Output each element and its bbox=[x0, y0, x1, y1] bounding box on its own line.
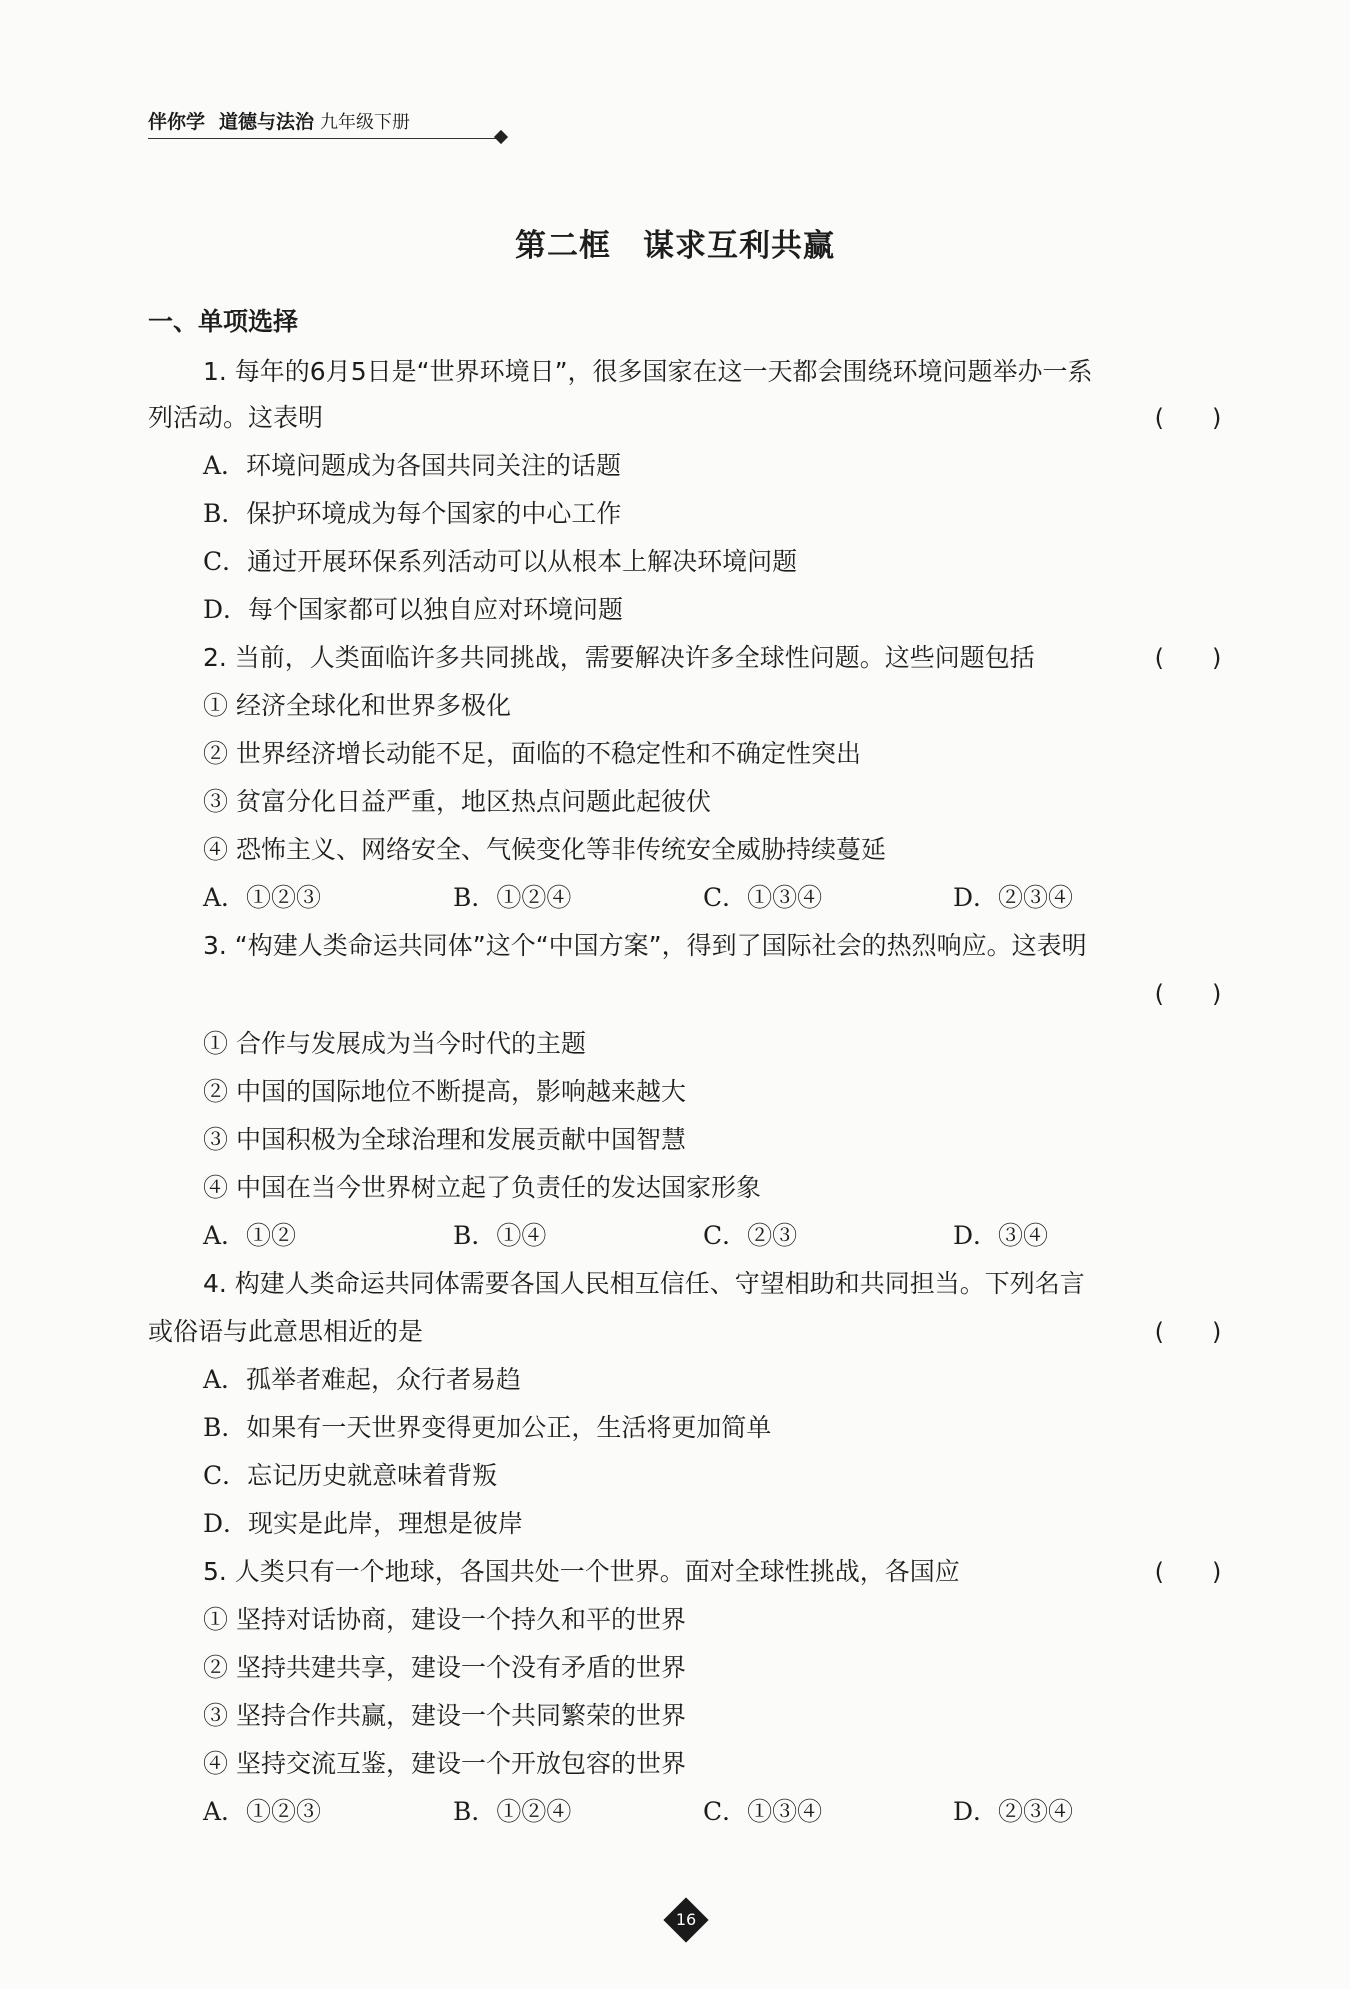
question-3-options bbox=[203, 1216, 1228, 1256]
question-4-option-c: C．忘记历史就意味着背叛 bbox=[203, 1461, 498, 1490]
question-5-item-4: ④ 坚持交流互鉴，建设一个开放包容的世界 bbox=[203, 1749, 686, 1778]
question-2-options bbox=[203, 878, 1228, 918]
grade-label: 九年级下册 bbox=[320, 112, 411, 133]
question-3-option-d: D．③④ bbox=[953, 1221, 1049, 1250]
question-3-option-b: B．①④ bbox=[453, 1221, 547, 1250]
question-4-stem-line-1: 4. 构建人类命运共同体需要各国人民相互信任、守望相助和共同担当。下列名言 bbox=[203, 1269, 1085, 1298]
question-2-option-d: D．②③④ bbox=[953, 883, 1074, 912]
question-3-bracket-line bbox=[148, 974, 1228, 1014]
question-1-option-b: B．保护环境成为每个国家的中心工作 bbox=[203, 499, 622, 528]
question-1-option-d: D．每个国家都可以独自应对环境问题 bbox=[203, 595, 624, 624]
answer-bracket: ( ) bbox=[1154, 980, 1222, 1008]
question-3-item-3: ③ 中国积极为全球治理和发展贡献中国智慧 bbox=[203, 1125, 686, 1154]
question-3-option-a: A．①② bbox=[203, 1221, 297, 1250]
answer-bracket: ( ) bbox=[1154, 1318, 1222, 1346]
question-5-option-a: A．①②③ bbox=[203, 1797, 322, 1826]
question-5-option-d: D．②③④ bbox=[953, 1797, 1074, 1826]
question-4-option-a: A．孤举者难起，众行者易趋 bbox=[203, 1365, 522, 1394]
question-1-stem-line-1: 1. 每年的6月5日是“世界环境日”，很多国家在这一天都会围绕环境问题举办一系 bbox=[203, 357, 1093, 386]
question-3-item-1: ① 合作与发展成为当今时代的主题 bbox=[203, 1029, 586, 1058]
question-5-options bbox=[203, 1792, 1228, 1832]
answer-bracket: ( ) bbox=[1154, 644, 1222, 672]
answer-bracket: ( ) bbox=[1154, 404, 1222, 432]
question-4-stem-line-2 bbox=[148, 1312, 1228, 1352]
question-4-stem-text: 或俗语与此意思相近的是 bbox=[148, 1317, 424, 1346]
section-heading: 一、单项选择 bbox=[148, 307, 299, 336]
question-3-item-4: ④ 中国在当今世界树立起了负责任的发达国家形象 bbox=[203, 1173, 761, 1202]
question-2-stem bbox=[203, 638, 1228, 678]
question-3-option-c: C．②③ bbox=[703, 1221, 798, 1250]
subject-name: 道德与法治 bbox=[219, 111, 315, 133]
page-number-badge bbox=[664, 1898, 708, 1942]
question-4-option-d: D．现实是此岸，理想是彼岸 bbox=[203, 1509, 524, 1538]
series-name: 伴你学 bbox=[148, 111, 206, 133]
question-1-option-c: C．通过开展环保系列活动可以从根本上解决环境问题 bbox=[203, 547, 798, 576]
question-1-stem-text: 列活动。这表明 bbox=[148, 403, 324, 432]
question-1-stem-line-2 bbox=[148, 398, 1228, 438]
question-2-option-c: C．①③④ bbox=[703, 883, 823, 912]
answer-bracket: ( ) bbox=[1154, 1558, 1222, 1586]
question-5-option-c: C．①③④ bbox=[703, 1797, 823, 1826]
question-2-item-3: ③ 贫富分化日益严重，地区热点问题此起彼伏 bbox=[203, 787, 711, 816]
question-3-stem: 3. “构建人类命运共同体”这个“中国方案”，得到了国际社会的热烈响应。这表明 bbox=[203, 931, 1087, 960]
question-4-option-b: B．如果有一天世界变得更加公正，生活将更加简单 bbox=[203, 1413, 772, 1442]
question-2-item-2: ② 世界经济增长动能不足，面临的不稳定性和不确定性突出 bbox=[203, 739, 861, 768]
question-5-item-3: ③ 坚持合作共赢，建设一个共同繁荣的世界 bbox=[203, 1701, 686, 1730]
question-2-option-a: A．①②③ bbox=[203, 883, 322, 912]
question-2-item-4: ④ 恐怖主义、网络安全、气候变化等非传统安全威胁持续蔓延 bbox=[203, 835, 886, 864]
question-2-option-b: B．①②④ bbox=[453, 883, 572, 912]
running-header bbox=[148, 108, 500, 139]
question-2-item-1: ① 经济全球化和世界多极化 bbox=[203, 691, 511, 720]
page-number: 16 bbox=[675, 1910, 697, 1929]
question-5-stem bbox=[203, 1552, 1228, 1592]
question-3-item-2: ② 中国的国际地位不断提高，影响越来越大 bbox=[203, 1077, 686, 1106]
page-title: 第二框 谋求互利共赢 bbox=[515, 228, 835, 264]
question-5-item-1: ① 坚持对话协商，建设一个持久和平的世界 bbox=[203, 1605, 686, 1634]
question-2-stem-text: 2. 当前，人类面临许多共同挑战，需要解决许多全球性问题。这些问题包括 bbox=[203, 643, 1035, 672]
question-5-option-b: B．①②④ bbox=[453, 1797, 572, 1826]
question-5-item-2: ② 坚持共建共享，建设一个没有矛盾的世界 bbox=[203, 1653, 686, 1682]
question-1-option-a: A．环境问题成为各国共同关注的话题 bbox=[203, 451, 622, 480]
question-5-stem-text: 5. 人类只有一个地球，各国共处一个世界。面对全球性挑战，各国应 bbox=[203, 1557, 960, 1586]
